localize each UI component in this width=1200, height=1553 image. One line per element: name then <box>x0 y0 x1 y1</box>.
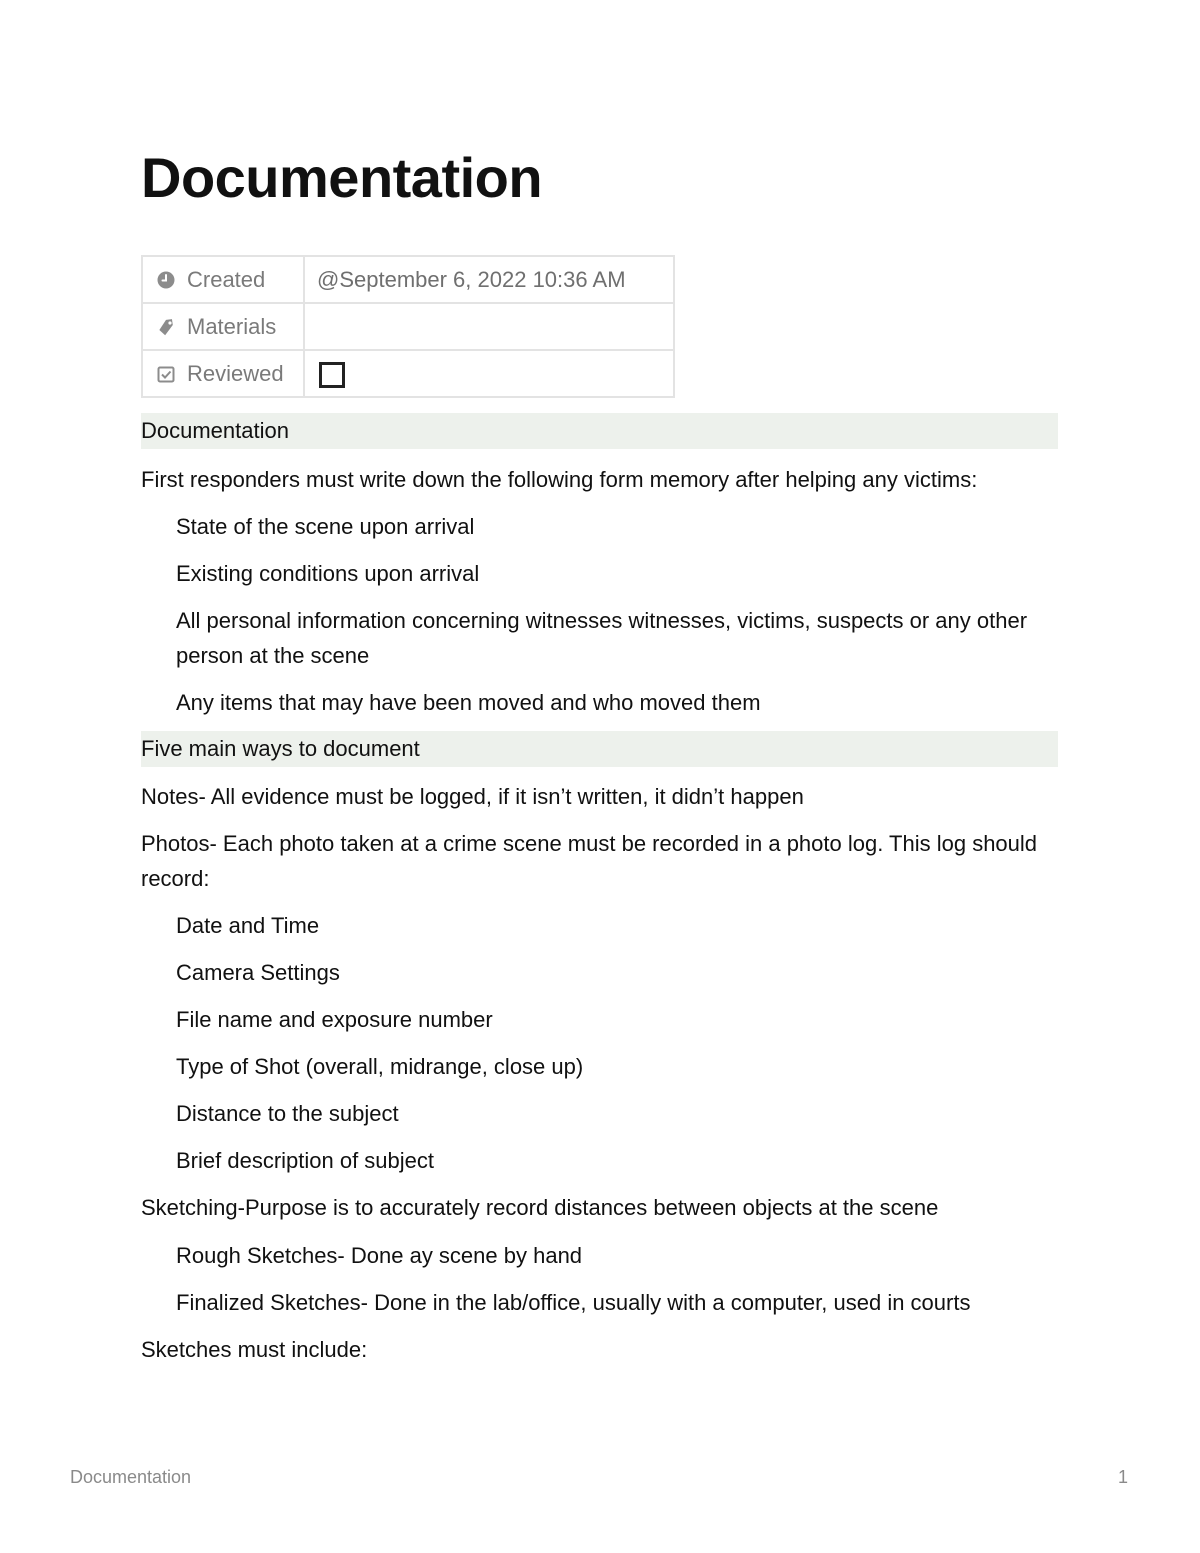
list-item: Type of Shot (overall, midrange, close up) <box>176 1054 584 1079</box>
property-key-created <box>142 256 304 303</box>
checkbox-icon <box>156 364 176 384</box>
property-row-reviewed <box>142 350 674 397</box>
list-item: Camera Settings <box>176 960 340 985</box>
list-item: Distance to the subject <box>176 1101 399 1126</box>
tag-icon <box>156 317 176 337</box>
clock-icon <box>156 270 176 290</box>
property-key-reviewed <box>142 350 304 397</box>
intro-paragraph: First responders must write down the following form memory after helping any victims: <box>141 467 978 492</box>
reviewed-value <box>304 350 674 397</box>
page-title: Documentation <box>141 146 543 209</box>
sketches-include-paragraph: Sketches must include: <box>141 1337 368 1362</box>
list-item: Existing conditions upon arrival <box>176 561 480 586</box>
reviewed-label: Reviewed <box>187 360 284 386</box>
materials-label: Materials <box>187 313 277 339</box>
list-item: State of the scene upon arrival <box>176 514 475 539</box>
page-number: 1 <box>1118 1467 1129 1487</box>
materials-value[interactable] <box>304 303 674 350</box>
section-header-documentation: Documentation <box>141 413 1058 449</box>
list-item: Finalized Sketches- Done in the lab/office, usually with a computer, used in courts <box>176 1290 971 1315</box>
section-header-five-ways: Five main ways to document <box>141 731 1058 767</box>
created-value[interactable]: @September 6, 2022 10:36 AM <box>304 256 674 303</box>
list-item: Brief description of subject <box>176 1148 435 1173</box>
list-item: Rough Sketches- Done ay scene by hand <box>176 1243 583 1268</box>
sketching-paragraph: Sketching-Purpose is to accurately record distances between objects at the scene <box>141 1195 939 1220</box>
list-item: Date and Time <box>176 913 320 938</box>
property-row-created <box>142 256 674 303</box>
reviewed-checkbox[interactable] <box>319 362 345 388</box>
created-label: Created <box>187 266 266 292</box>
properties-table <box>141 255 675 398</box>
property-key-materials <box>142 303 304 350</box>
list-item: Any items that may have been moved and who moved them <box>176 690 761 715</box>
list-item: All personal information concerning witnesses witnesses, victims, suspects or any other person at the scene <box>176 608 1028 668</box>
list-item: File name and exposure number <box>176 1007 493 1032</box>
photos-paragraph: Photos- Each photo taken at a crime scene must be recorded in a photo log. This log should record: <box>141 831 1038 891</box>
footer-title: Documentation <box>70 1467 192 1487</box>
property-row-materials <box>142 303 674 350</box>
notes-paragraph: Notes- All evidence must be logged, if it isn’t written, it didn’t happen <box>141 784 804 809</box>
